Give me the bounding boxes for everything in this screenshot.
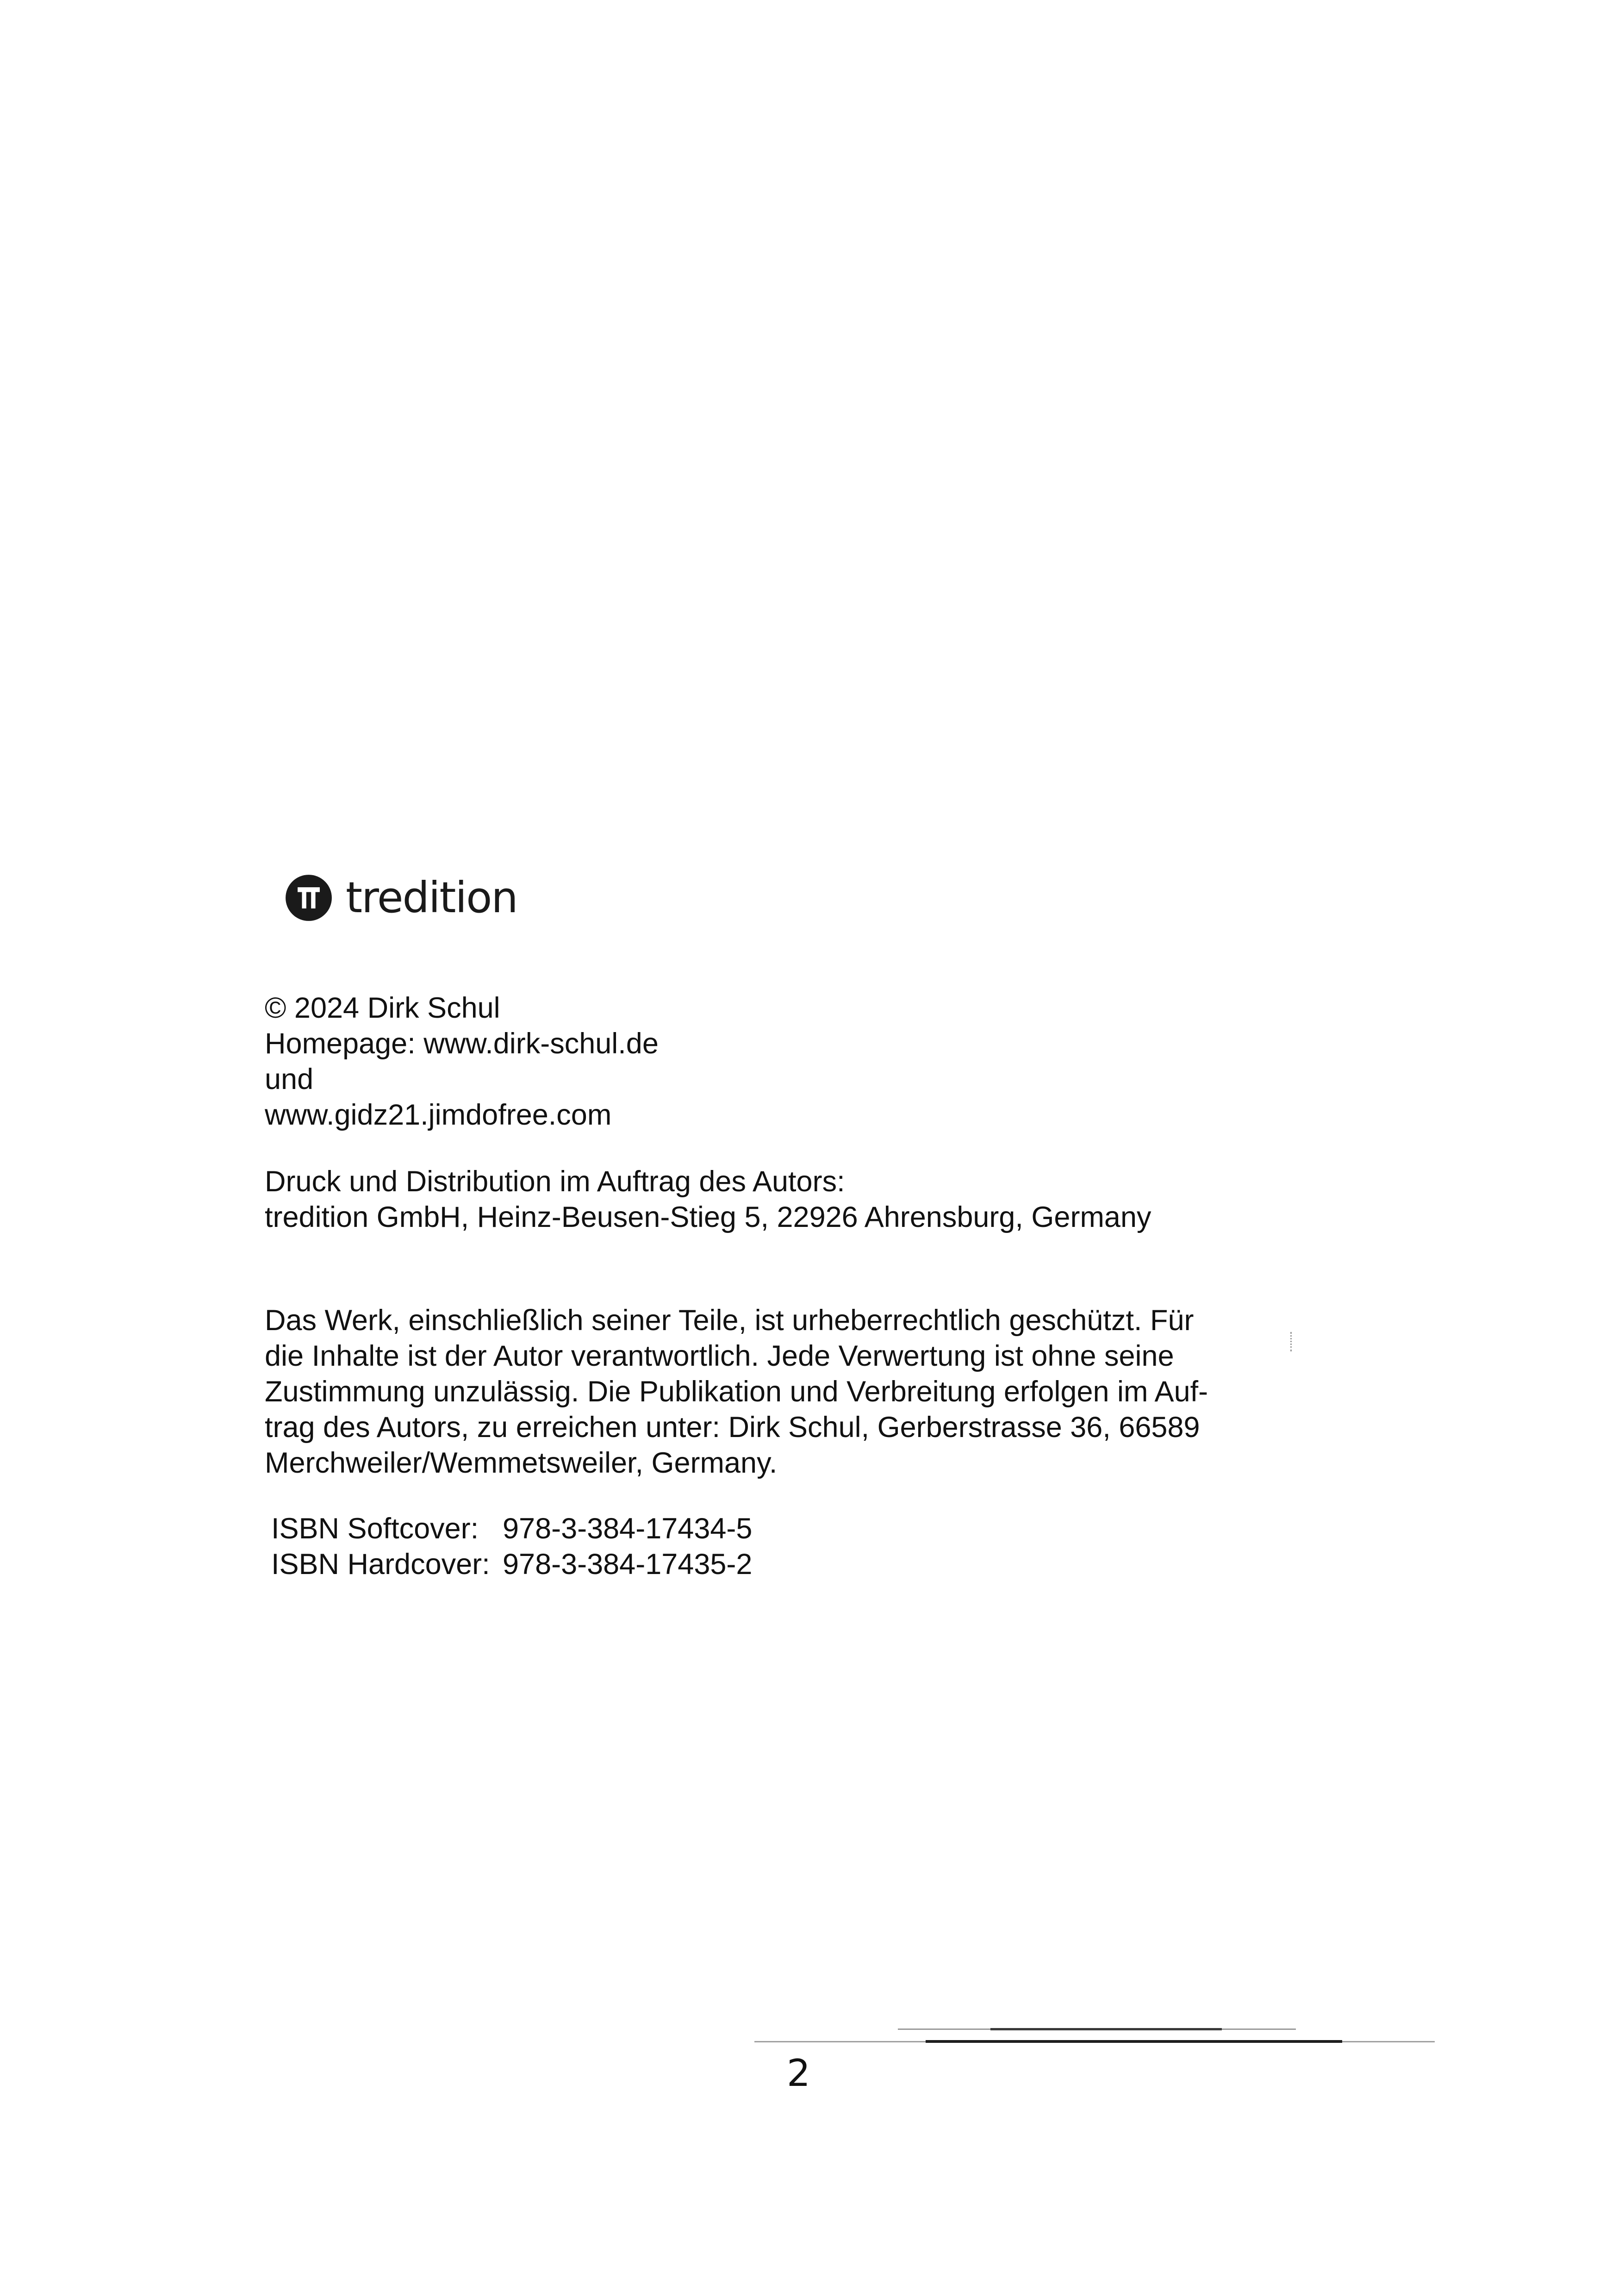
copyright-block bbox=[265, 990, 659, 1133]
legal-line: die Inhalte ist der Autor verantwortlich. Jede Verwertung ist ohne seine bbox=[265, 1340, 1174, 1372]
page-number: 2 bbox=[787, 2052, 810, 2095]
isbn-softcover-row bbox=[271, 1511, 752, 1547]
legal-line: Merchweiler/Wemmetsweiler, Germany. bbox=[265, 1447, 778, 1479]
footer-rule-bottom-accent bbox=[926, 2040, 1342, 2043]
copyright-line: © 2024 Dirk Schul bbox=[265, 992, 500, 1024]
legal-line: Das Werk, einschließlich seiner Teile, ist urheberrechtlich geschützt. Für bbox=[265, 1304, 1194, 1337]
isbn-block bbox=[271, 1511, 752, 1582]
conjunction-line: und bbox=[265, 1063, 314, 1095]
isbn-hardcover-row bbox=[271, 1547, 752, 1582]
printing-line-2: tredition GmbH, Heinz-Beusen-Stieg 5, 22926 Ahrensburg, Germany bbox=[265, 1201, 1151, 1233]
footer-rule-top-accent bbox=[990, 2028, 1222, 2030]
printing-line-1: Druck und Distribution im Auftrag des Autors: bbox=[265, 1165, 845, 1198]
homepage-line: Homepage: www.dirk-schul.de bbox=[265, 1027, 659, 1060]
publisher-logo-text: tredition bbox=[346, 873, 517, 922]
legal-line: trag des Autors, zu erreichen unter: Dirk Schul, Gerberstrasse 36, 66589 bbox=[265, 1411, 1200, 1444]
website-line: www.gidz21.jimdofree.com bbox=[265, 1099, 612, 1131]
isbn-hardcover-label: ISBN Hardcover: bbox=[271, 1548, 490, 1580]
legal-notice bbox=[265, 1303, 1208, 1481]
printing-block bbox=[265, 1164, 1151, 1235]
legal-line: Zustimmung unzulässig. Die Publikation und Verbreitung erfolgen im Auf- bbox=[265, 1375, 1208, 1408]
scan-speck bbox=[1290, 1332, 1293, 1351]
isbn-softcover-label: ISBN Softcover: bbox=[271, 1512, 479, 1545]
tredition-logo-icon bbox=[285, 874, 333, 922]
publisher-logo bbox=[285, 870, 517, 926]
isbn-hardcover-value: 978-3-384-17435-2 bbox=[503, 1548, 753, 1580]
isbn-softcover-value: 978-3-384-17434-5 bbox=[503, 1512, 753, 1545]
